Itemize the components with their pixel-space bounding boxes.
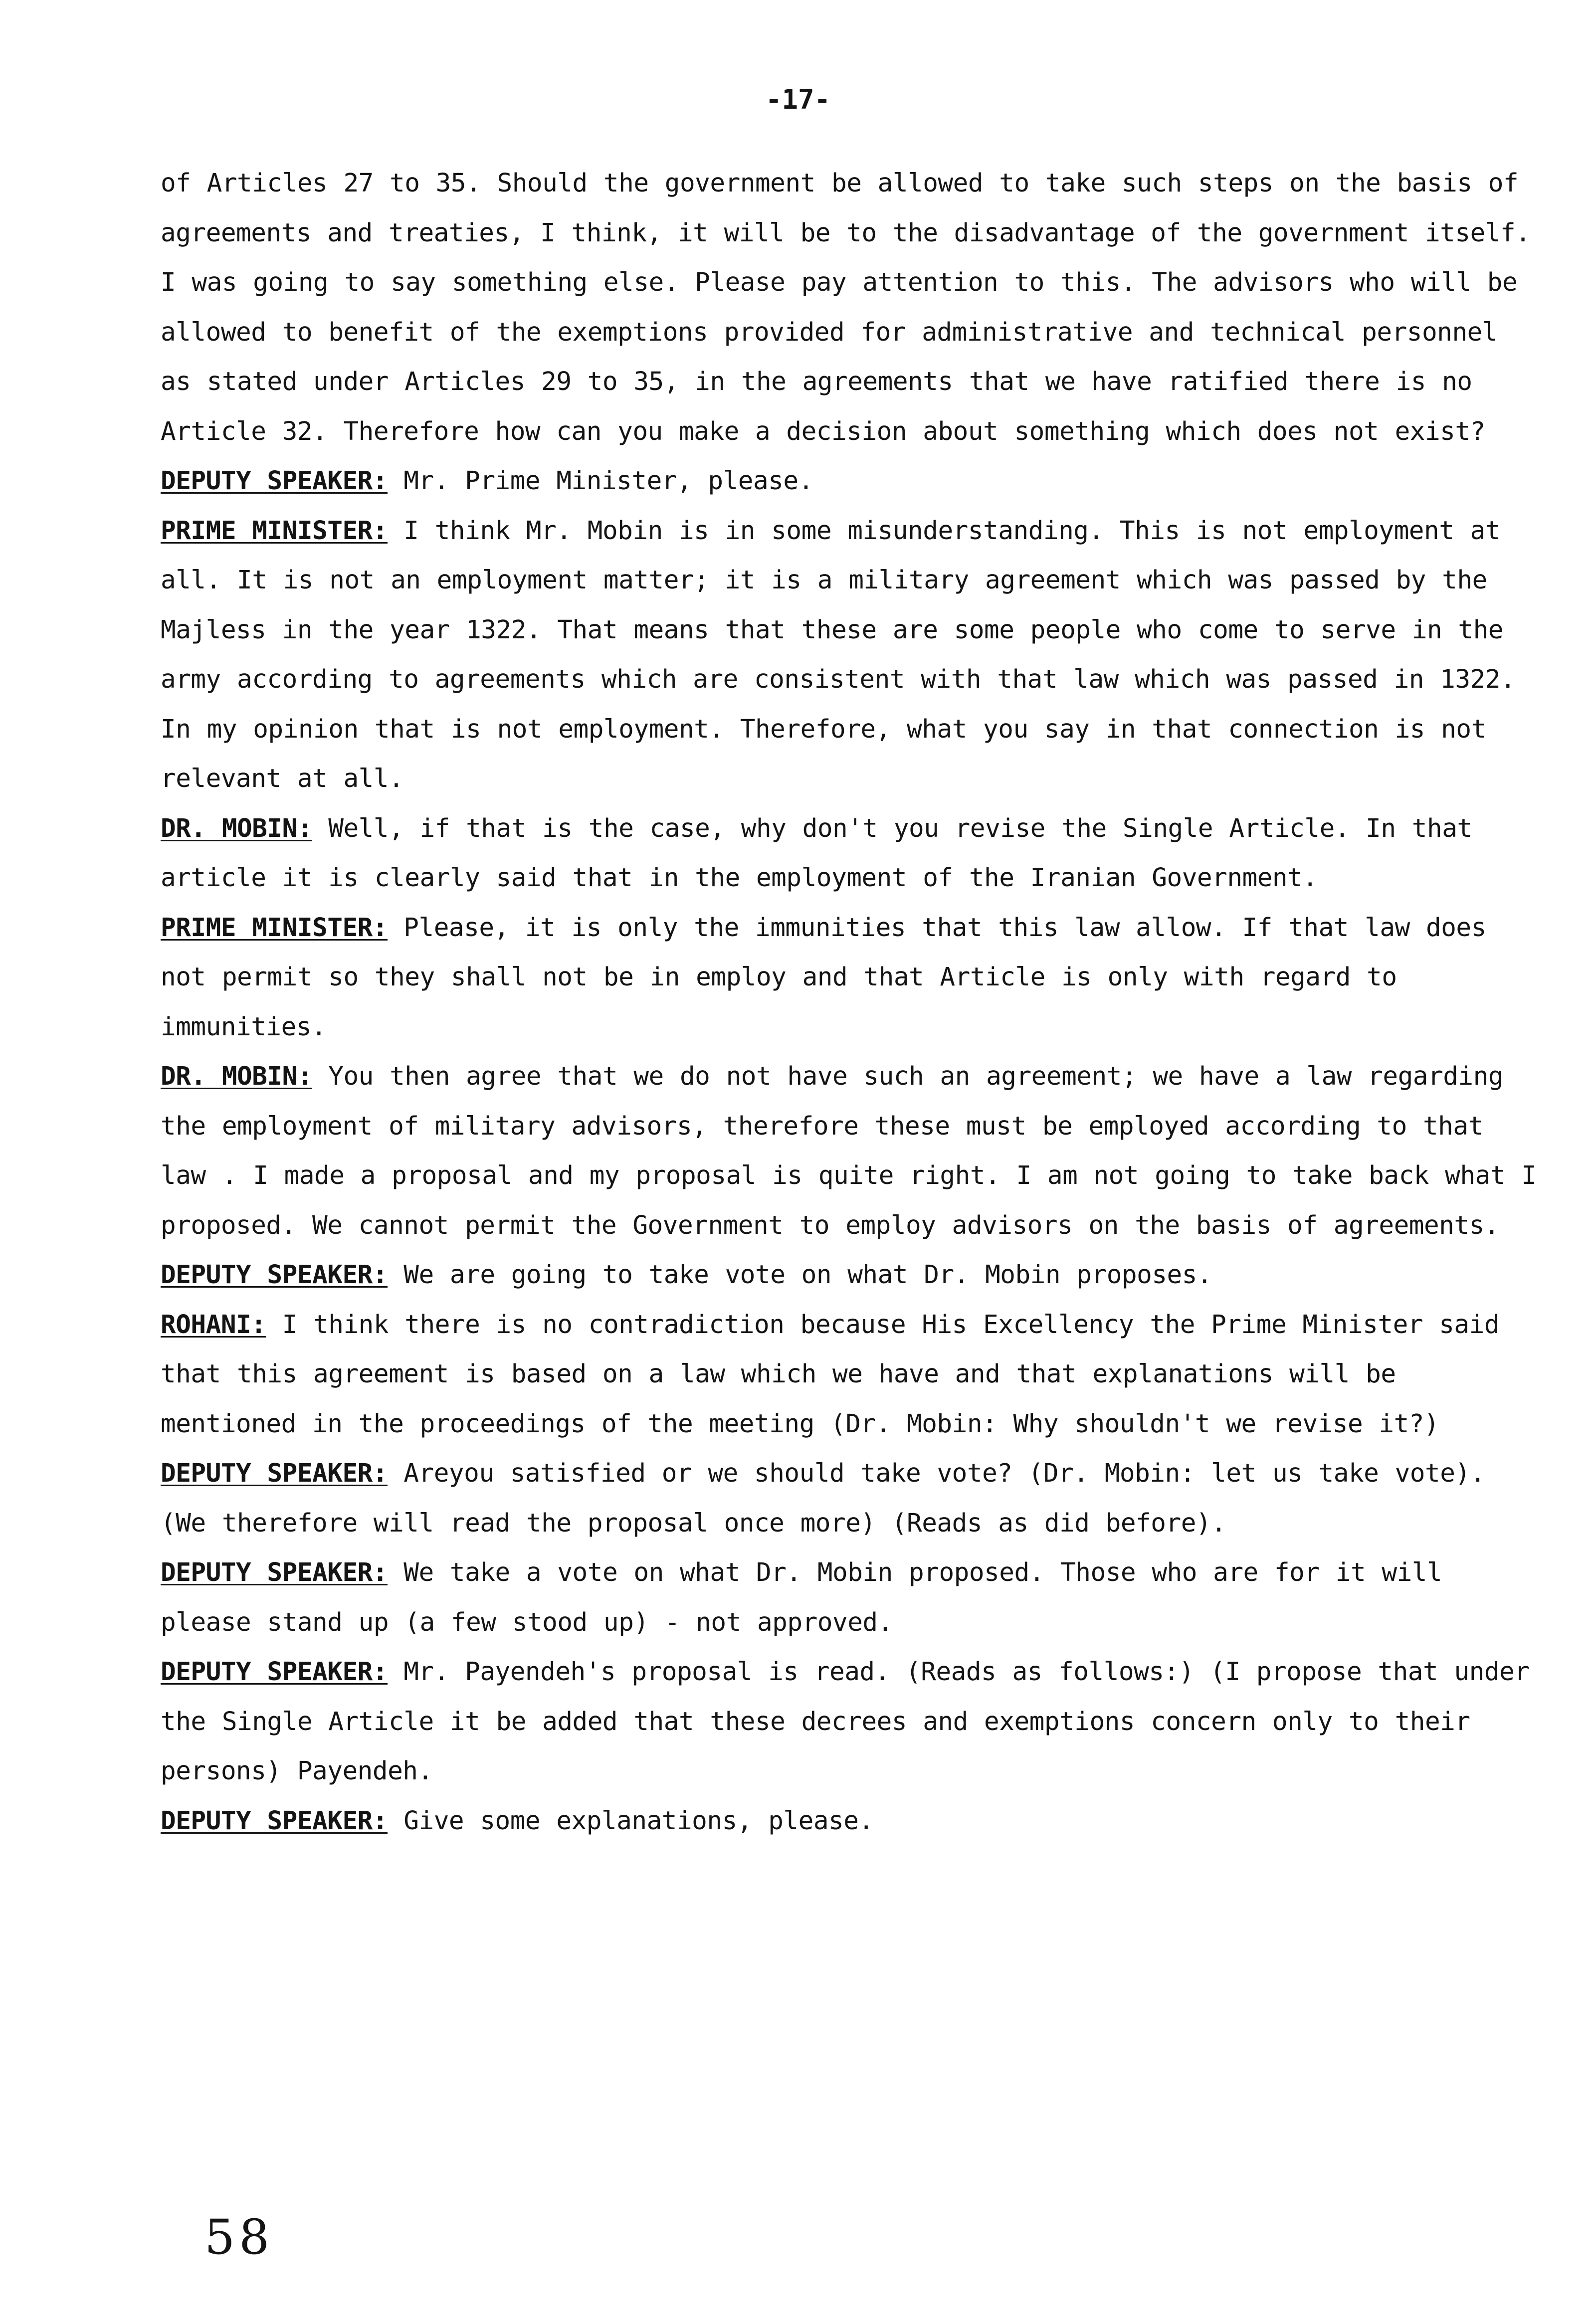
- transcript-paragraph: [161, 506, 1537, 804]
- paragraph-text: We take a vote on what Dr. Mobin proposed. Those who are for it will please stand up (a few stood up) - not approved.: [161, 1558, 1442, 1637]
- paragraph-text: I think there is no contradiction because His Excellency the Prime Minister said that this agreement is based on a law which we have and that explanations will be mentioned in the proceedings of the meeting (Dr. Mobin: Why shouldn't we revise it?): [161, 1310, 1500, 1439]
- speaker-name: ROHANI:: [161, 1310, 266, 1340]
- speaker-name: DEPUTY SPEAKER:: [161, 1459, 388, 1488]
- transcript-paragraph: [161, 1796, 1537, 1846]
- transcript-paragraph: [161, 903, 1537, 1052]
- transcript-paragraph: [161, 1548, 1537, 1647]
- paragraph-text: Please, it is only the immunities that this law allow. If that law does not permit so they shall not be in employ and that Article is only with regard to immunities.: [161, 913, 1486, 1042]
- paragraph-text: Give some explanations, please.: [403, 1806, 874, 1836]
- speaker-name: DEPUTY SPEAKER:: [161, 1657, 388, 1687]
- speaker-name: DEPUTY SPEAKER:: [161, 466, 388, 496]
- transcript-paragraph: [161, 1449, 1537, 1548]
- paragraph-text: I think Mr. Mobin is in some misunderstanding. This is not employment at all. It is not an employment matter; it is a military agreement which was passed by the Majless in the year 1322. That means that these are some people who come to serve in the army according to agreements which are consistent with that law which was passed in 1322. In my opinion that is not employment. Therefore, what you say in that connection is not relevant at all.: [161, 516, 1516, 793]
- page-number: -17-: [765, 84, 831, 115]
- speaker-name: DEPUTY SPEAKER:: [161, 1260, 388, 1290]
- transcript-paragraph: [161, 1052, 1537, 1250]
- speaker-name: DR. MOBIN:: [161, 1062, 313, 1091]
- speaker-name: PRIME MINISTER:: [161, 516, 388, 546]
- transcript-paragraph: [161, 1647, 1537, 1796]
- speaker-name: DEPUTY SPEAKER:: [161, 1806, 388, 1836]
- paragraph-text: Well, if that is the case, why don't you revise the Single Article. In that article it is clearly said that in the employment of the Iranian Government.: [161, 813, 1472, 893]
- speaker-name: DEPUTY SPEAKER:: [161, 1558, 388, 1587]
- paragraph-text: You then agree that we do not have such an agreement; we have a law regarding the employment of military advisors, therefore these must be employed according to that law . I made a proposal and my proposal is quite right. I am not going to take back what I proposed. We cannot permit the Government to employ advisors on the basis of agreements.: [161, 1062, 1537, 1240]
- transcript-body: [161, 159, 1537, 1846]
- paragraph-text: Mr. Payendeh's proposal is read. (Reads as follows:) (I propose that under the Single Article it be added that these decrees and exemptions concern only to their persons) Payendeh.: [161, 1657, 1530, 1786]
- transcript-paragraph: [161, 1300, 1537, 1449]
- paragraph-text: of Articles 27 to 35. Should the government be allowed to take such steps on the basis of agreements and treaties, I think, it will be to the disadvantage of the government itself. I was going to say something else. Please pay attention to this. The advisors who will be allowed to benefit of the exemptions provided for administrative and technical personnel as stated under Articles 29 to 35, in the agreements that we have ratified there is no Article 32. Therefore how can you make a decision about something which does not exist?: [161, 169, 1531, 446]
- paragraph-text: Mr. Prime Minister, please.: [403, 466, 813, 496]
- transcript-paragraph: [161, 456, 1537, 506]
- footer-page-number: 58: [204, 2209, 274, 2265]
- transcript-paragraph: [161, 804, 1537, 903]
- paragraph-text: We are going to take vote on what Dr. Mobin proposes.: [403, 1260, 1212, 1290]
- paragraph-text: Areyou satisfied or we should take vote? (Dr. Mobin: let us take vote). (We therefore will read the proposal once more) (Reads as did before).: [161, 1459, 1485, 1538]
- speaker-name: PRIME MINISTER:: [161, 913, 388, 943]
- speaker-name: DR. MOBIN:: [161, 813, 313, 843]
- transcript-paragraph: [161, 159, 1537, 456]
- transcript-paragraph: [161, 1250, 1537, 1300]
